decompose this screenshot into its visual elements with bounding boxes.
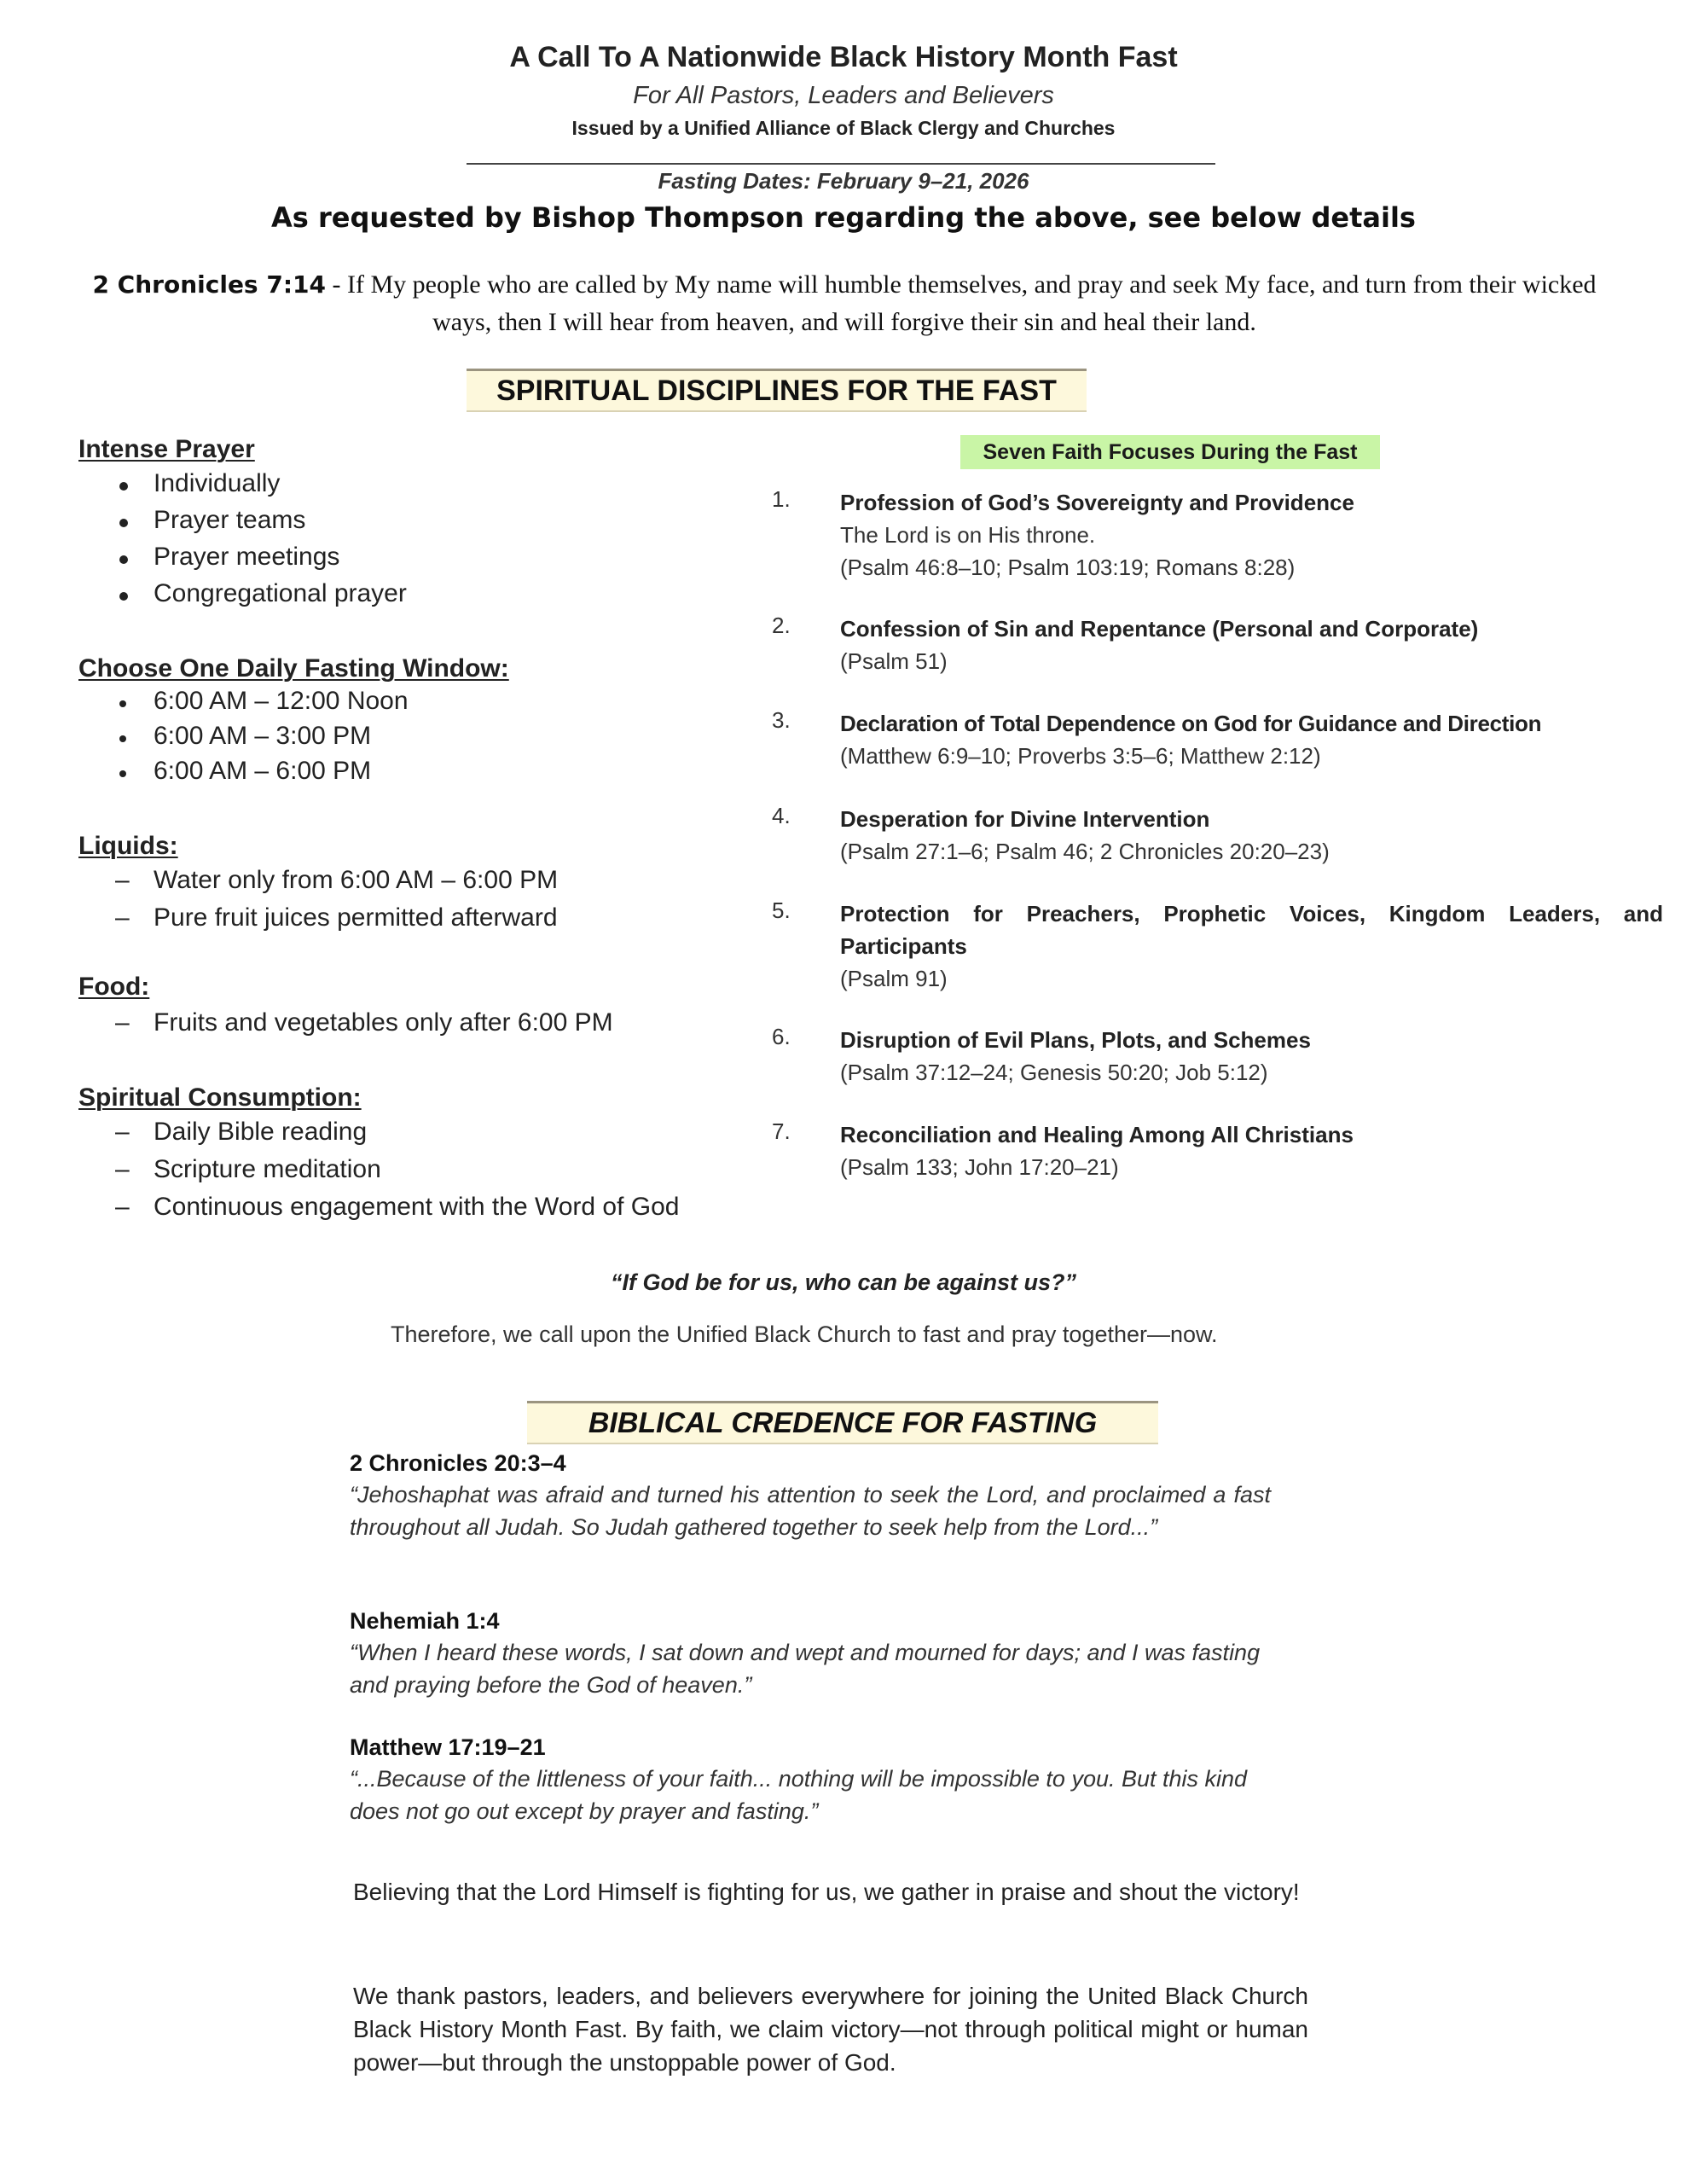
list-item: 6:00 AM – 6:00 PM	[119, 757, 716, 791]
focus-refs: (Psalm 37:12–24; Genesis 50:20; Job 5:12)	[840, 1060, 1268, 1085]
key-verse-text: If My people who are called by My name will humble themselves, and pray and seek My face, and turn from their wicked ways, then I will hear from heaven, and will forgive their sin and heal their land.	[347, 270, 1597, 336]
issued-by-line: Issued by a Unified Alliance of Black Clergy and Churches	[571, 117, 1116, 139]
focus-title: Declaration of Total Dependence on God for Guidance and Direction	[840, 711, 1542, 736]
spiritual-consumption-heading: Spiritual Consumption:	[78, 1083, 362, 1112]
passage-text: “...Because of the littleness of your faith... nothing will be impossible to you. But this kind does not go out except by prayer and fasting.”	[350, 1766, 1248, 1824]
faith-focuses-heading: Seven Faith Focuses During the Fast	[960, 435, 1380, 469]
scripture-passage	[350, 1448, 1271, 1543]
bullet-icon	[119, 700, 126, 707]
focus-refs: (Psalm 91)	[840, 966, 948, 991]
list-item: – Fruits and vegetables only after 6:00 PM	[115, 1008, 613, 1037]
item-number: 6.	[772, 1024, 791, 1049]
focus-note: The Lord is on His throne.	[840, 522, 1096, 548]
focus-title: Protection for Preachers, Prophetic Voices, Kingdom Leaders, and Participants	[840, 901, 1663, 959]
key-verse	[77, 266, 1612, 341]
dash-icon: –	[115, 1008, 130, 1037]
spiritual-consumption-list	[115, 1118, 746, 1233]
faith-focus-item	[772, 1118, 1676, 1183]
document-subtitle: For All Pastors, Leaders and Believers	[633, 82, 1054, 109]
call-to-action: Therefore, we call upon the Unified Black Church to fast and pray together—now.	[391, 1321, 1218, 1347]
bullet-icon	[119, 770, 126, 777]
list-item: – Scripture meditation	[115, 1155, 381, 1183]
item-number: 1.	[772, 486, 791, 512]
dash-icon: –	[115, 1118, 130, 1146]
passage-reference: Nehemiah 1:4	[350, 1608, 500, 1634]
closing-quote: “If God be for us, who can be against us?”	[610, 1269, 1077, 1295]
bullet-icon	[119, 482, 128, 491]
focus-title: Reconciliation and Healing Among All Christians	[840, 1122, 1354, 1147]
focus-title: Confession of Sin and Repentance (Personal and Corporate)	[840, 616, 1479, 642]
document-title: A Call To A Nationwide Black History Month Fast	[509, 41, 1178, 73]
dash-icon: –	[115, 903, 130, 932]
list-item: 6:00 AM – 12:00 Noon	[119, 687, 716, 721]
focus-refs: (Psalm 46:8–10; Psalm 103:19; Romans 8:28)	[840, 555, 1296, 580]
list-item: Congregational prayer	[119, 579, 716, 613]
bullet-icon	[119, 519, 128, 527]
focus-title: Disruption of Evil Plans, Plots, and Schemes	[840, 1027, 1311, 1053]
passage-text: “When I heard these words, I sat down and wept and mourned for days; and I was fasting and praying before the God of heaven.”	[350, 1640, 1261, 1698]
faith-focus-item	[772, 897, 1676, 995]
list-item: Prayer teams	[119, 506, 716, 540]
passage-reference: 2 Chronicles 20:3–4	[350, 1450, 566, 1476]
scripture-passage	[350, 1606, 1271, 1701]
bullet-icon	[119, 555, 128, 564]
passage-reference: Matthew 17:19–21	[350, 1734, 546, 1760]
list-item: Prayer meetings	[119, 543, 716, 577]
food-heading: Food:	[78, 973, 150, 1001]
spiritual-disciplines-banner: SPIRITUAL DISCIPLINES FOR THE FAST	[467, 369, 1087, 412]
focus-refs: (Psalm 27:1–6; Psalm 46; 2 Chronicles 20:20–23)	[840, 839, 1330, 864]
item-number: 5.	[772, 897, 791, 923]
dash-icon: –	[115, 1193, 130, 1221]
scripture-passage	[350, 1732, 1271, 1827]
liquids-list	[115, 866, 729, 943]
item-number: 7.	[772, 1118, 791, 1144]
passage-text: “Jehoshaphat was afraid and turned his attention to seek the Lord, and proclaimed a fast throughout all Judah. So Judah gathered together to seek help from the Lord...”	[350, 1482, 1271, 1540]
dash-icon: –	[115, 1155, 130, 1183]
faith-focus-item	[772, 707, 1676, 772]
faith-focus-item	[772, 1024, 1676, 1089]
bullet-icon	[119, 735, 126, 742]
list-item: – Daily Bible reading	[115, 1118, 368, 1146]
list-item: – Continuous engagement with the Word of God	[115, 1193, 680, 1221]
focus-refs: (Matthew 6:9–10; Proverbs 3:5–6; Matthew 2:12)	[840, 743, 1321, 769]
dash-icon: –	[115, 866, 130, 894]
list-item: – Pure fruit juices permitted afterward	[115, 903, 558, 932]
focus-title: Desperation for Divine Intervention	[840, 806, 1210, 832]
faith-focus-item	[772, 803, 1676, 868]
focus-refs: (Psalm 51)	[840, 648, 948, 674]
bullet-icon	[119, 592, 128, 601]
item-number: 2.	[772, 613, 791, 638]
fasting-window-list	[119, 687, 716, 798]
fasting-window-heading: Choose One Daily Fasting Window:	[78, 654, 509, 682]
focus-title: Profession of God’s Sovereignty and Providence	[840, 490, 1354, 515]
list-item: – Water only from 6:00 AM – 6:00 PM	[115, 866, 559, 894]
item-number: 3.	[772, 707, 791, 733]
faith-focus-item	[772, 613, 1676, 677]
list-item: Individually	[119, 469, 716, 503]
key-verse-separator: -	[326, 270, 347, 299]
request-note: As requested by Bishop Thompson regarding the above, see below details	[271, 201, 1416, 234]
intense-prayer-list	[119, 469, 716, 619]
key-verse-reference: 2 Chronicles 7:14	[92, 270, 326, 299]
food-list	[115, 1008, 729, 1044]
list-item: 6:00 AM – 3:00 PM	[119, 722, 716, 756]
header-divider	[467, 163, 1215, 165]
focus-refs: (Psalm 133; John 17:20–21)	[840, 1154, 1119, 1180]
thanks-paragraph: We thank pastors, leaders, and believers everywhere for joining the United Black Church Black History Month Fast. By faith, we claim victory—not through political might or human power—but through the unstoppable power of God.	[353, 1983, 1308, 2076]
intense-prayer-heading: Intense Prayer	[78, 435, 255, 463]
biblical-credence-banner: BIBLICAL CREDENCE FOR FASTING	[527, 1401, 1158, 1444]
faith-focus-item	[772, 486, 1676, 584]
item-number: 4.	[772, 803, 791, 828]
liquids-heading: Liquids:	[78, 832, 178, 860]
fasting-dates: Fasting Dates: February 9–21, 2026	[658, 168, 1029, 194]
belief-paragraph: Believing that the Lord Himself is fighting for us, we gather in praise and shout the victory!	[353, 1879, 1300, 1905]
